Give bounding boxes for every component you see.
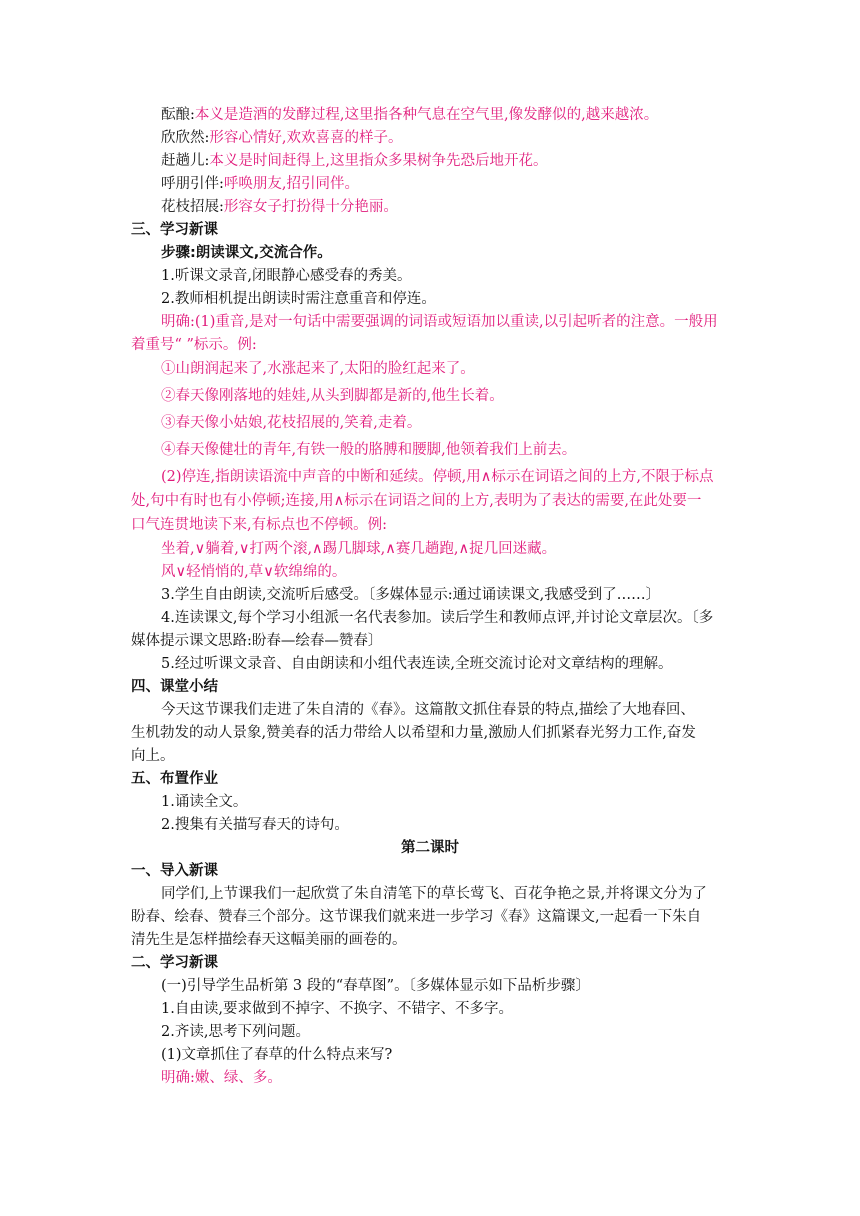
example-sentence: 坐着,∨躺着,∨打两个滚,∧踢几脚球,∧赛几趟跑,∧捉几回迷藏。: [161, 541, 557, 557]
answer-text: 明确:嫩、绿、多。: [161, 1070, 282, 1086]
vocab-definition: 形容心情好,欢欢喜喜的样子。: [209, 130, 403, 146]
section-heading: 二、学习新课: [131, 955, 218, 971]
question-text: (1)文章抓住了春草的什么特点来写?: [161, 1047, 393, 1063]
example-sentence: ③春天像小姑娘,花枝招展的,笑着,走着。: [161, 415, 422, 431]
list-item: 2.搜集有关描写春天的诗句。: [161, 817, 349, 833]
list-item: 2.教师相机提出朗读时需注意重音和停连。: [161, 291, 436, 307]
step-heading: 步骤:朗读课文,交流合作。: [161, 245, 332, 261]
example-sentence: ②春天像刚落地的娃娃,从头到脚都是新的,他生长着。: [161, 388, 504, 404]
lesson-title: 第二课时: [401, 840, 459, 856]
clarification-text: 明确:(1)重音,是对一句话中需要强调的词语或短语加以重读,以引起听者的注意。一般用: [161, 314, 718, 330]
vocab-item: [161, 196, 398, 218]
vocab-item: [161, 104, 658, 126]
list-item: 2.齐读,思考下列问题。: [161, 1024, 310, 1040]
section-heading: 四、课堂小结: [131, 679, 218, 695]
list-item: 5.经过听课文录音、自由朗读和小组代表连读,全班交流讨论对文章结构的理解。: [161, 656, 673, 672]
list-item: 1.自由读,要求做到不掉字、不换字、不错字、不多字。: [161, 1001, 513, 1017]
example-sentence: ④春天像健壮的青年,有铁一般的胳膊和腰脚,他领着我们上前去。: [161, 442, 577, 458]
section-heading: 一、导入新课: [131, 863, 218, 879]
vocab-term: 酝酿:: [161, 107, 195, 123]
section-heading: 三、学习新课: [131, 222, 218, 238]
clarification-text: (2)停连,指朗读语流中声音的中断和延续。停顿,用∧标示在词语之间的上方,不限于标点: [161, 469, 714, 485]
paragraph-line: 向上。: [131, 748, 175, 764]
clarification-text: 口气连贯地读下来,有标点也不停顿。例:: [131, 517, 387, 533]
example-sentence: 风∨轻悄悄的,草∨软绵绵的。: [161, 564, 347, 580]
vocab-definition: 本义是时间赶得上,这里指众多果树争先恐后地开花。: [209, 153, 548, 169]
vocab-definition: 呼唤朋友,招引同伴。: [223, 176, 359, 192]
list-item: 4.连读课文,每个学习小组派一名代表参加。读后学生和教师点评,并讨论文章层次。〔多: [161, 610, 714, 626]
clarification-text: 着重号“ ”标示。例:: [131, 337, 257, 353]
vocab-definition: 形容女子打扮得十分艳丽。: [223, 199, 398, 215]
list-item: 3.学生自由朗读,交流听后感受。〔多媒体显示:通过诵读课文,我感受到了……〕: [161, 587, 661, 603]
vocab-term: 欣欣然:: [161, 130, 210, 146]
list-item: 1.诵读全文。: [161, 794, 248, 810]
vocab-item: [161, 127, 403, 149]
paragraph-line: 盼春、绘春、赞春三个部分。这节课我们就来进一步学习《春》这篇课文,一起看一下朱自: [131, 909, 702, 925]
vocab-definition: 本义是造酒的发酵过程,这里指各种气息在空气里,像发酵似的,越来越浓。: [194, 107, 659, 123]
list-item: 1.听课文录音,闭眼静心感受春的秀美。: [161, 268, 412, 284]
example-sentence: ①山朗润起来了,水涨起来了,太阳的脸红起来了。: [161, 361, 475, 377]
vocab-item: [161, 173, 359, 195]
list-item: 媒体提示课文思路:盼春—绘春—赞春〕: [131, 633, 383, 649]
paragraph-line: 今天这节课我们走进了朱自清的《春》。这篇散文抓住春景的特点,描绘了大地春回、: [161, 702, 695, 718]
clarification-text: 处,句中有时也有小停顿;连接,用∧标示在词语之间的上方,表明为了表达的需要,在此处要一: [131, 493, 702, 509]
paragraph-line: 生机勃发的动人景象,赞美春的活力带给人以希望和力量,激励人们抓紧春光努力工作,奋发: [131, 725, 696, 741]
paragraph-line: 同学们,上节课我们一起欣赏了朱自清笔下的草长莺飞、百花争艳之景,并将课文分为了: [161, 886, 707, 902]
vocab-term: 赶趟儿:: [161, 153, 210, 169]
vocab-term: 花枝招展:: [161, 199, 224, 215]
list-item: (一)引导学生品析第 3 段的“春草图”。〔多媒体显示如下品析步骤〕: [161, 978, 590, 994]
vocab-term: 呼朋引伴:: [161, 176, 224, 192]
paragraph-line: 清先生是怎样描绘春天这幅美丽的画卷的。: [131, 932, 407, 948]
section-heading: 五、布置作业: [131, 771, 218, 787]
vocab-item: [161, 150, 548, 172]
